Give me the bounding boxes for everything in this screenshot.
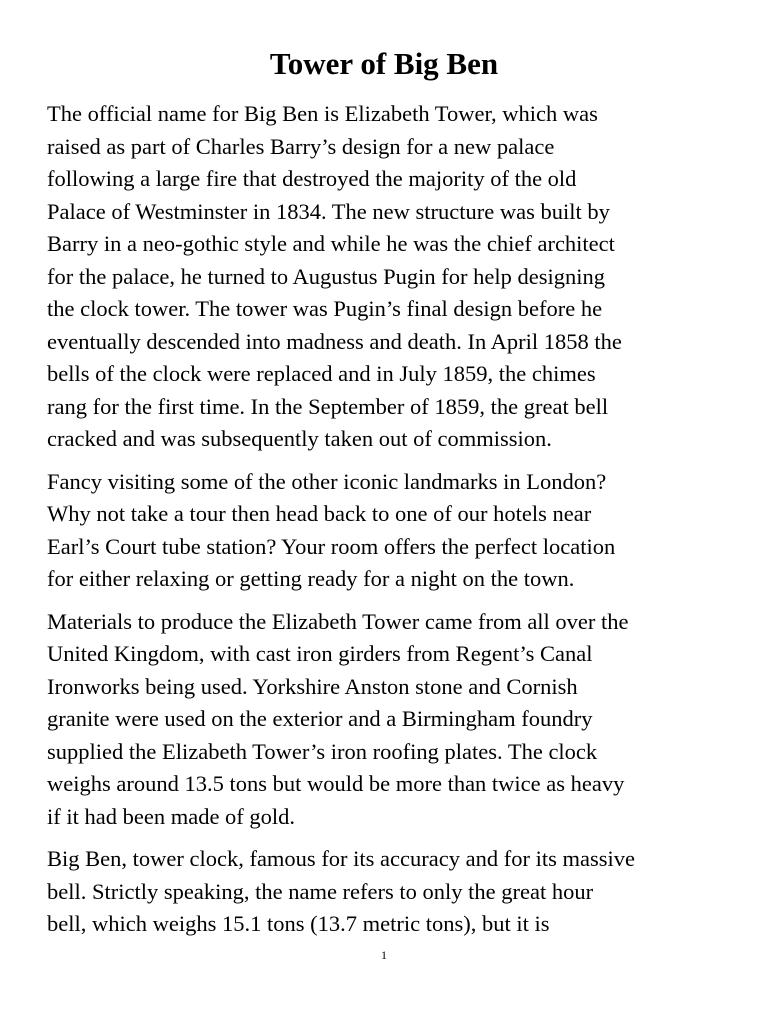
- text-line: rang for the first time. In the September of 1859, the great bell: [47, 393, 609, 419]
- text-line: bell. Strictly speaking, the name refers to only the great hour: [47, 878, 594, 904]
- text-line: Earl’s Court tube station? Your room offers the perfect location: [47, 533, 616, 559]
- text-line: following a large fire that destroyed the majority of the old: [47, 166, 577, 191]
- text-line: weighs around 13.5 tons but would be more than twice as heavy: [47, 771, 625, 796]
- text-line: United Kingdom, with cast iron girders from Regent’s Canal: [47, 641, 593, 666]
- text-line: granite were used on the exterior and a Birmingham foundry: [47, 706, 593, 731]
- text-line: if it had been made of gold.: [47, 803, 296, 829]
- text-line: eventually descended into madness and death. In April 1858 the: [47, 328, 622, 354]
- text-line: Barry in a neo-gothic style and while he was the chief architect: [47, 231, 615, 256]
- text-line: for either relaxing or getting ready for a night on the town.: [47, 566, 575, 591]
- text-line: cracked and was subsequently taken out of commission.: [47, 426, 552, 451]
- body-text: [47, 98, 747, 951]
- text-line: bell, which weighs 15.1 tons (13.7 metric tons), but it is: [47, 911, 550, 936]
- text-line: Why not take a tour then head back to one of our hotels near: [47, 501, 592, 526]
- text-line: Ironworks being used. Yorkshire Anston stone and Cornish: [47, 673, 578, 699]
- paragraph-1: [47, 98, 747, 456]
- text-line: Fancy visiting some of the other iconic landmarks in London?: [47, 468, 607, 494]
- text-line: Materials to produce the Elizabeth Tower came from all over the: [47, 608, 629, 634]
- paragraph-3: [47, 606, 747, 834]
- text-line: Palace of Westminster in 1834. The new structure was built by: [47, 198, 610, 224]
- text-line: raised as part of Charles Barry’s design for a new palace: [47, 133, 555, 159]
- page-title: Tower of Big Ben: [269, 46, 499, 81]
- text-line: supplied the Elizabeth Tower’s iron roofing plates. The clock: [47, 738, 598, 764]
- paragraph-4: [47, 843, 747, 941]
- paragraph-2: [47, 466, 747, 596]
- page-number: 1: [381, 948, 387, 962]
- text-line: Big Ben, tower clock, famous for its accuracy and for its massive: [47, 846, 635, 871]
- text-line: The official name for Big Ben is Elizabeth Tower, which was: [47, 101, 598, 126]
- text-line: the clock tower. The tower was Pugin’s final design before he: [47, 296, 603, 321]
- text-line: bells of the clock were replaced and in July 1859, the chimes: [47, 361, 596, 386]
- text-line: for the palace, he turned to Augustus Pugin for help designing: [47, 263, 606, 289]
